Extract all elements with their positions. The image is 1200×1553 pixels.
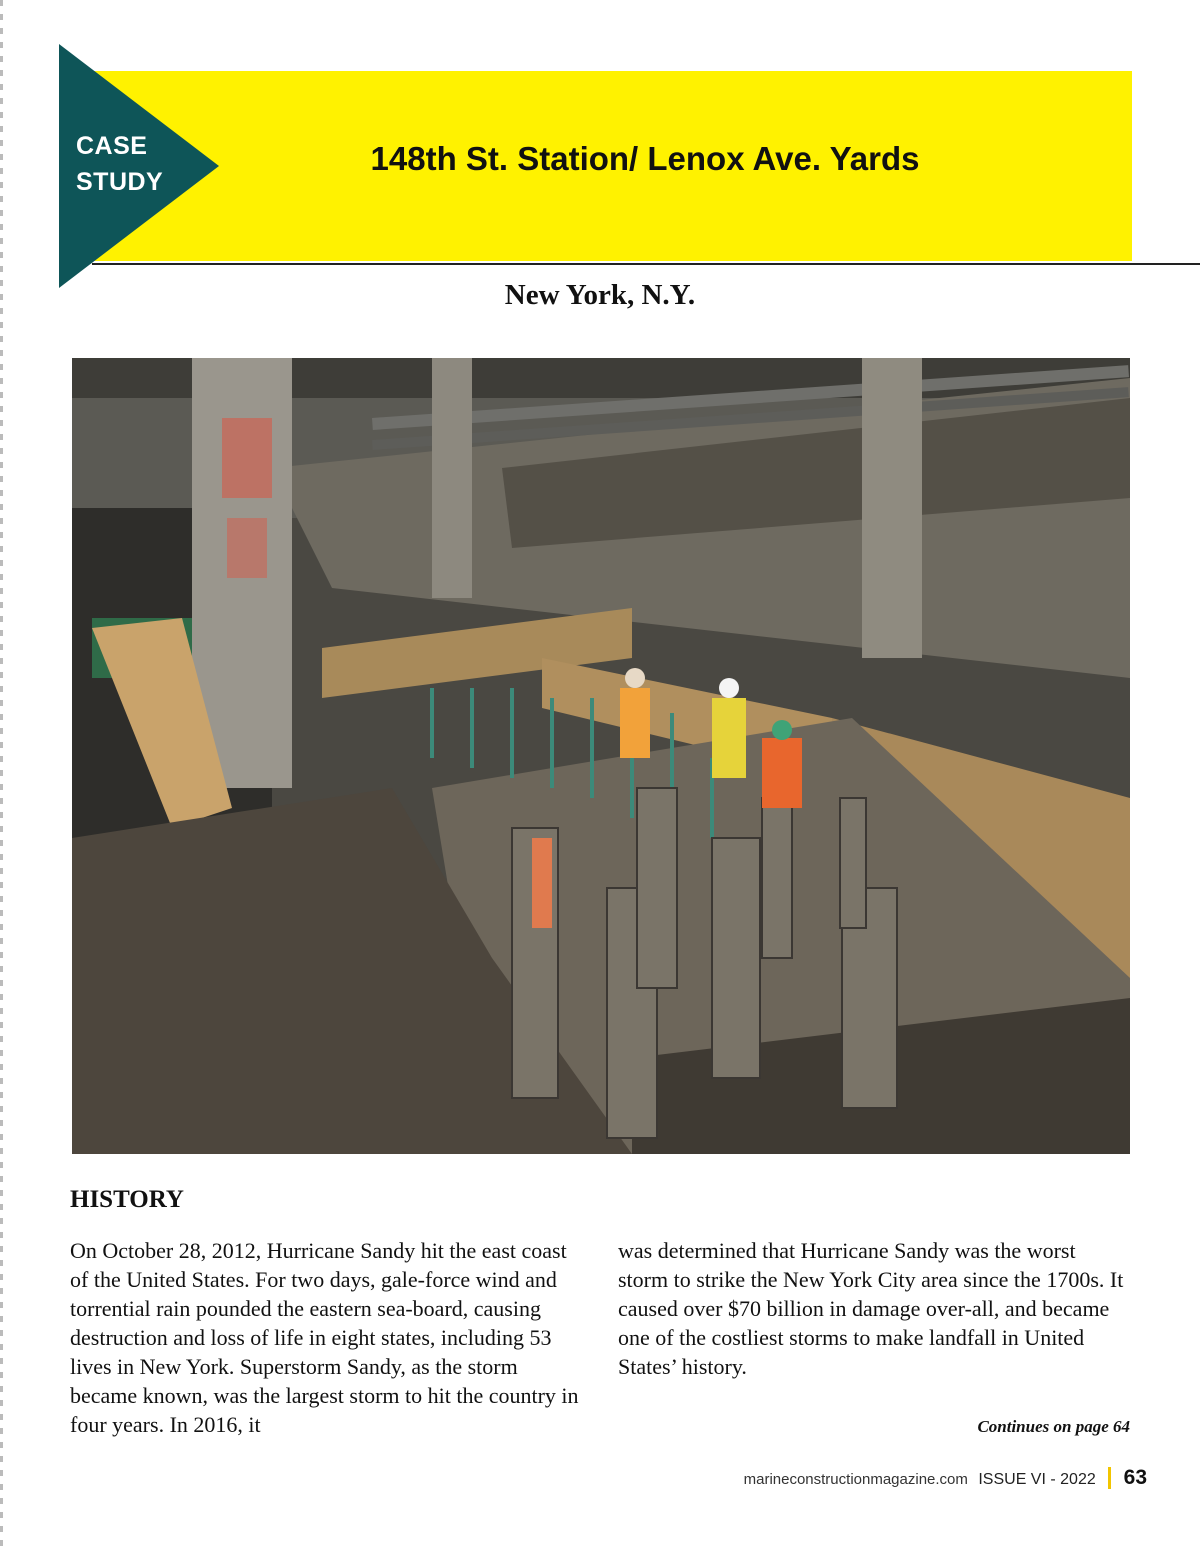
case-study-tag: [76, 128, 163, 200]
continues-note: Continues on page 64: [977, 1417, 1130, 1436]
body-column-right: was determined that Hurricane Sandy was the worst storm to strike the New York City area since the 1700s. It caused over $70 billion in damage over-all, and became one of the costliest storms to make landfall in United States’ history.: [618, 1238, 1124, 1379]
body-column-left: On October 28, 2012, Hurricane Sandy hit the east coast of the United States. For two days, gale-force wind and torrential rain pounded the eastern sea-board, causing destruction and loss of life in eight states, including 53 lives in New York. Superstorm Sandy, as the storm became known, was the largest storm to hit the country in four years. In 2016, it: [70, 1238, 579, 1437]
article-title: 148th St. Station/ Lenox Ave. Yards: [370, 140, 920, 177]
footer-separator: [1108, 1467, 1111, 1489]
page-footer: [0, 1466, 1147, 1490]
article-location: New York, N.Y.: [504, 279, 696, 311]
banner-rule: [92, 263, 1200, 265]
page-edge-strip: [0, 0, 3, 1553]
section-heading: HISTORY: [70, 1186, 184, 1213]
case-study-tag-line2: STUDY: [76, 168, 164, 196]
footer-issue: ISSUE VI - 2022: [978, 1471, 1096, 1488]
article-photo: [72, 358, 1130, 1154]
case-study-tag-line1: CASE: [76, 132, 148, 160]
footer-site: marineconstructionmagazine.com: [743, 1471, 968, 1488]
page-number: 63: [1123, 1466, 1147, 1489]
